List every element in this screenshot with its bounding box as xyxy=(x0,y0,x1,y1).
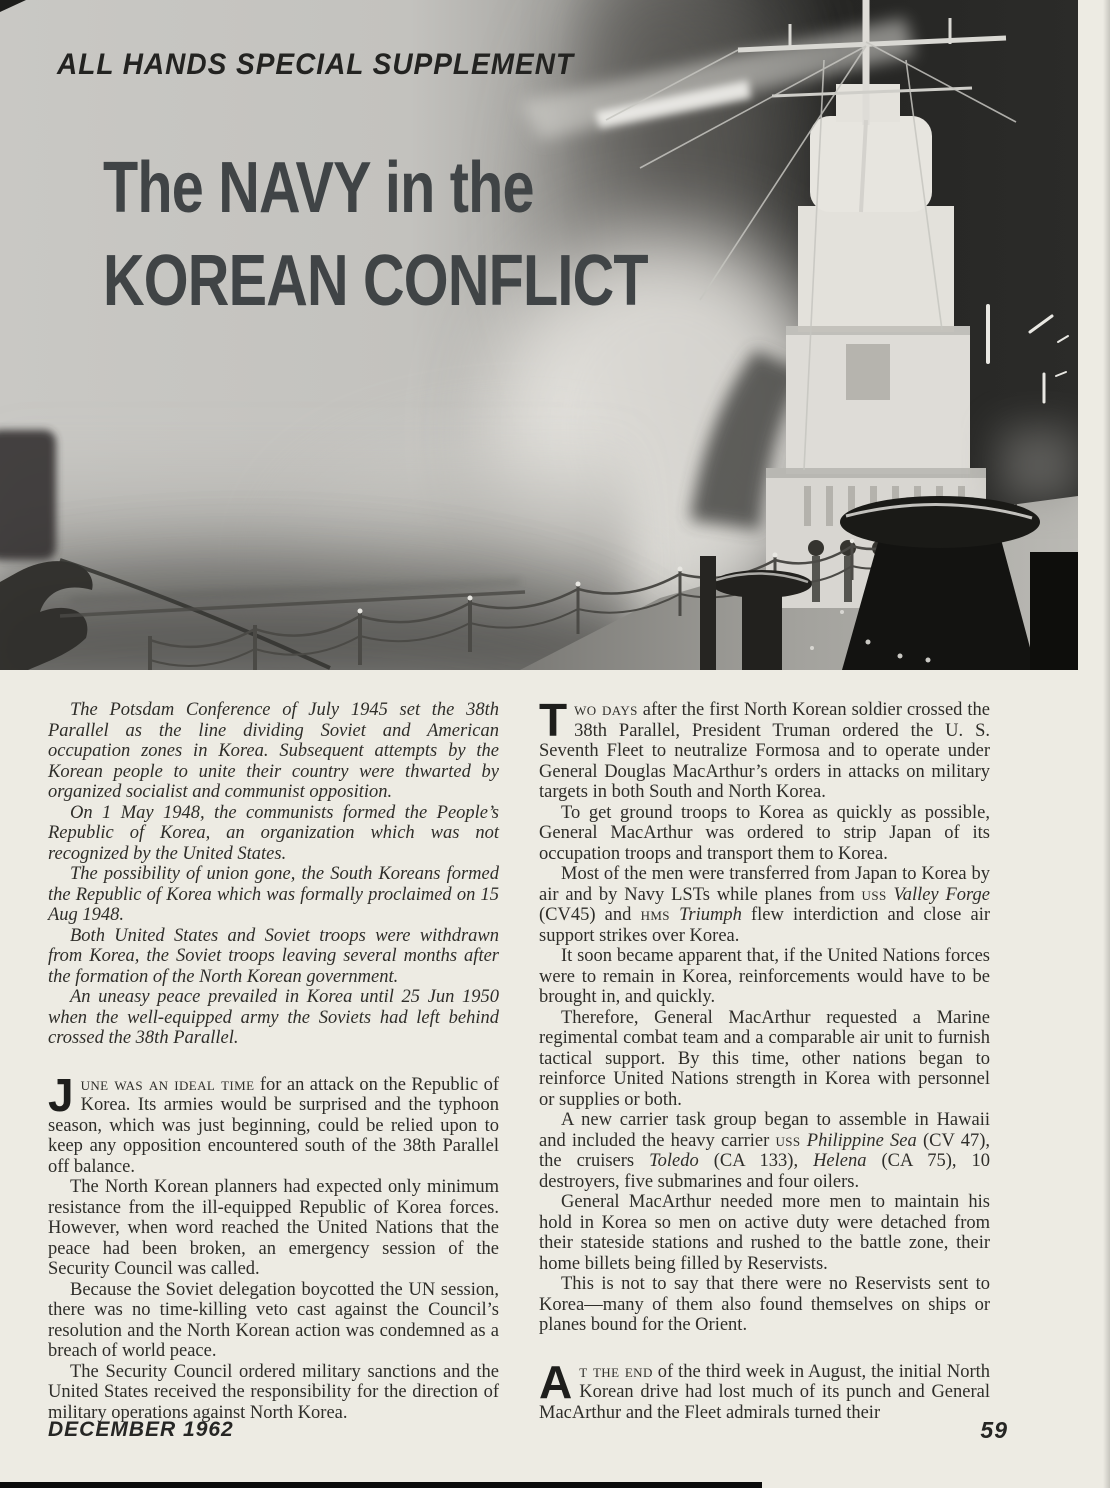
small-caps-lead: une was an ideal time xyxy=(80,1074,255,1095)
text-run: for an attack on the Republic of Korea. Its armies would be surprised and the typhoon season, which was just beginning, could be relied upon to keep any opposition encountered south of the 38th Parallel off balance. xyxy=(48,1074,499,1177)
text-run: A new carrier task group began to assemble in Hawaii and included the heavy carrier xyxy=(539,1110,990,1151)
text-run: The Security Council ordered military sanctions and the United States received the responsibility for the direction of military operations against North Korea. xyxy=(48,1361,499,1423)
article-paragraph xyxy=(539,1192,990,1274)
text-run: Toledo xyxy=(649,1151,699,1171)
article-paragraph xyxy=(539,1110,990,1192)
article-paragraph xyxy=(48,1362,499,1424)
text-run: (CA 133), xyxy=(698,1151,814,1171)
scan-edge-bar xyxy=(0,1482,762,1488)
article-paragraph xyxy=(48,1068,499,1178)
text-run: Helena xyxy=(813,1151,867,1171)
text-run: The North Korean planners had expected only minimum resistance from the ill-equipped Republic of Korea forces. However, when word reached the United Nations that the peace had been broken, an emergency session of the Security Council was called. xyxy=(48,1177,499,1279)
article-paragraph xyxy=(48,864,499,926)
text-run: flew interdiction and close air support strikes over Korea. xyxy=(539,905,991,946)
small-caps-lead: wo days xyxy=(574,700,638,720)
article-body xyxy=(48,694,991,1423)
page-edge-shadow xyxy=(1103,0,1110,1488)
supplement-label: ALL HANDS SPECIAL SUPPLEMENT xyxy=(57,48,575,81)
footer-issue-date: DECEMBER 1962 xyxy=(48,1418,234,1441)
text-run: Both United States and Soviet troops were withdrawn from Korea, the Soviet troops leaving several months after the formation of the North Korean government. xyxy=(48,925,499,987)
column-left xyxy=(48,700,499,1423)
scan-corner-artifact xyxy=(0,0,26,12)
article-paragraph xyxy=(48,803,499,865)
article-paragraph xyxy=(539,694,990,803)
article-paragraph xyxy=(48,926,499,988)
text-run: uss xyxy=(775,1130,801,1151)
article-paragraph xyxy=(539,946,990,1008)
drop-cap: J xyxy=(48,1068,74,1121)
article-paragraph xyxy=(539,1008,990,1111)
text-run: To get ground troops to Korea as quickly as possible, General MacArthur was ordered to strip Japan of its occupation troops and transport them to Korea. xyxy=(539,802,990,864)
small-caps-lead: t the end xyxy=(579,1361,653,1382)
article-paragraph xyxy=(539,1274,990,1336)
article-paragraph xyxy=(539,1355,990,1424)
text-run: uss xyxy=(861,884,887,905)
text-run: of the third week in August, the initial North Korean drive had lost much of its punch and General MacArthur and the Fleet admirals turned their xyxy=(539,1361,990,1423)
text-run: It soon became apparent that, if the United Nations forces were to remain in Korea, reinforcements would have to be brought in, and quickly. xyxy=(539,946,990,1007)
article-paragraph xyxy=(48,1177,499,1280)
text-run: Because the Soviet delegation boycotted the UN session, there was no time-killing veto cast against the Council’s resolution and the North Korean action was condemned as a breach of world peace. xyxy=(48,1279,499,1361)
text-run xyxy=(670,905,679,925)
text-run: (CV45) and xyxy=(539,905,641,925)
article-paragraph xyxy=(539,864,990,946)
hero-photo-art xyxy=(0,0,1078,670)
text-run: This is not to say that there were no Reservists sent to Korea—many of them also found themselves on ships or planes bound for the Orient. xyxy=(539,1274,990,1335)
text-run: On 1 May 1948, the communists formed the People’s Republic of Korea, an organization which was not recognized by the United States. xyxy=(48,802,499,864)
article-paragraph xyxy=(48,700,499,803)
text-run: (CV 47), the cruisers xyxy=(539,1130,990,1171)
page-title-line2: KOREAN CONFLICT xyxy=(103,241,648,321)
text-run: hms xyxy=(640,905,670,925)
column-right xyxy=(539,694,991,1423)
drop-cap: A xyxy=(539,1355,573,1408)
text-run: Triumph xyxy=(679,905,742,925)
text-run: (CA 75), 10 destroyers, five submarines and four oilers. xyxy=(539,1151,991,1192)
text-run: Most of the men were transferred from Japan to Korea by air and by Navy LSTs while planes from xyxy=(539,864,990,905)
footer-page-number: 59 xyxy=(980,1417,1008,1443)
drop-cap: T xyxy=(539,694,568,746)
text-run: after the first North Korean soldier crossed the 38th Parallel, President Truman ordered the U. S. Seventh Fleet to neutralize Formosa and to operate under General Douglas MacArthur’s orders in attacks on military targets in both South and North Korea. xyxy=(539,700,990,802)
page-title-line1: The NAVY in the xyxy=(103,148,534,228)
text-run: General MacArthur needed more men to maintain his hold in Korea so men on active duty were detached from their stateside stations and rushed to the battle zone, their home billets being filled by Reservists. xyxy=(539,1192,990,1274)
text-run: Valley Forge xyxy=(893,884,990,905)
text-run: Philippine Sea xyxy=(806,1130,917,1151)
text-run: The Potsdam Conference of July 1945 set the 38th Parallel as the line dividing Soviet and American occupation zones in Korea. Subsequent attempts by the Korean people to unite their country were thwarted by organized socialist and communist opposition. xyxy=(48,700,499,802)
article-paragraph xyxy=(48,1280,499,1362)
article-paragraph xyxy=(539,803,990,865)
text-run: Therefore, General MacArthur requested a Marine regimental combat team and a comparable air unit to furnish tactical support. By this time, other nations began to reinforce United Nations strength in Korea with personnel or supplies or both. xyxy=(539,1007,990,1110)
hero-photo xyxy=(0,0,1078,670)
article-paragraph xyxy=(48,987,499,1049)
text-run: An uneasy peace prevailed in Korea until 25 Jun 1950 when the well-equipped army the Soviets had left behind crossed the 38th Parallel. xyxy=(48,987,499,1048)
text-run: The possibility of union gone, the South Koreans formed the Republic of Korea which was formally proclaimed on 15 Aug 1948. xyxy=(48,864,499,925)
